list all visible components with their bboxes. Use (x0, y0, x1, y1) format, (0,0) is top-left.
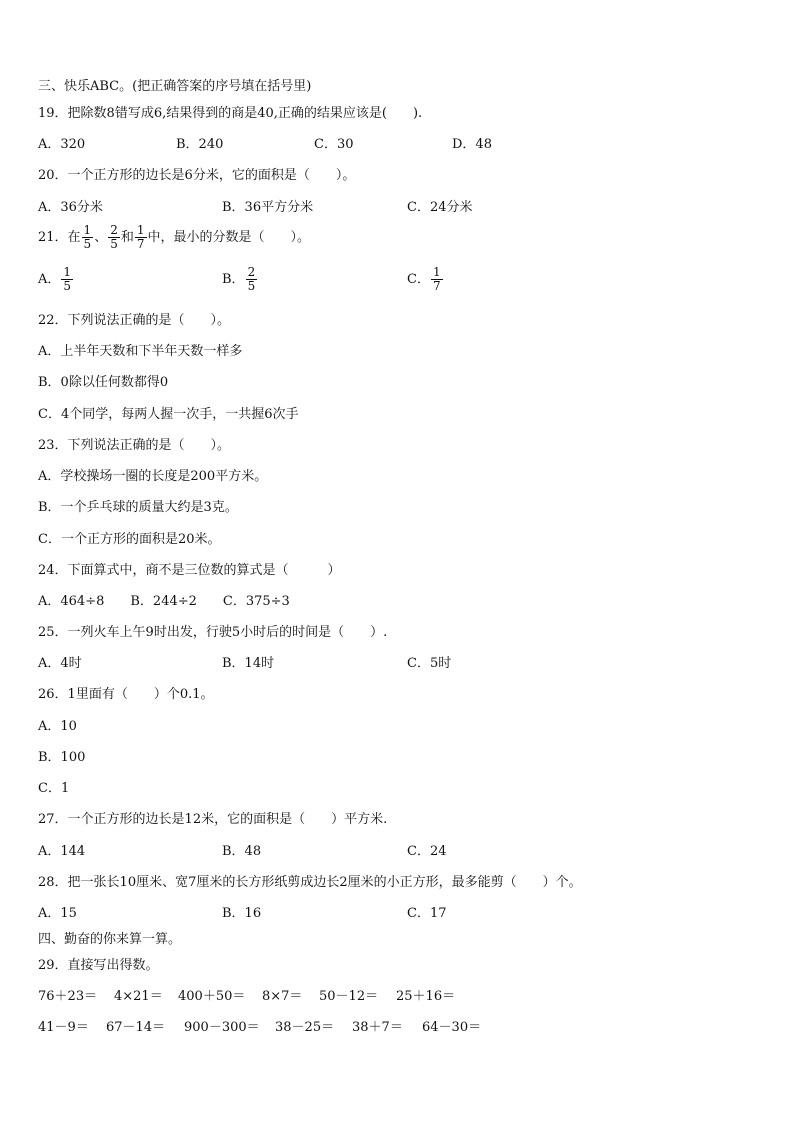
question-21 (38, 224, 310, 251)
q21-sep2: 和 (120, 230, 134, 245)
q22-option-b[interactable]: B．0除以任何数都得0 (38, 375, 169, 390)
q21-option-b-fraction: $\frac{2}{5}$ (247, 265, 256, 293)
calc-item: 76＋23＝ (38, 989, 98, 1004)
q19-option-d[interactable]: D．48 (452, 137, 492, 152)
q20-option-c[interactable]: C．24分米 (407, 200, 473, 215)
q21-option-a-label: A． (38, 272, 61, 287)
question-22: 22．下列说法正确的是（ ）。 (38, 313, 231, 328)
question-24: 24．下面算式中，商不是三位数的算式是（ ） (38, 563, 341, 578)
q21-option-b[interactable] (222, 266, 258, 293)
q22-option-c[interactable]: C．4个同学，每两人握一次手，一共握6次手 (38, 407, 299, 422)
question-29: 29．直接写出得数。 (38, 958, 159, 973)
q20-option-a[interactable]: A．36分米 (38, 200, 103, 215)
q26-option-b[interactable]: B．100 (38, 750, 86, 765)
q21-option-c-fraction: $\frac{1}{7}$ (432, 265, 441, 293)
q21-option-a-fraction: $\frac{1}{5}$ (63, 265, 72, 293)
q28-option-a[interactable]: A．15 (38, 906, 77, 921)
q24-options[interactable]: A．464÷8 B．244÷2 C．375÷3 (38, 594, 290, 609)
calc-item: 41－9＝ (38, 1020, 89, 1035)
q21-fraction-2: $\frac{2}{5}$ (110, 223, 118, 251)
q21-pre: 21．在 (38, 230, 81, 245)
calc-item: 38＋7＝ (352, 1020, 403, 1035)
q23-option-b[interactable]: B．一个乒乓球的质量大约是3克。 (38, 500, 238, 515)
q21-fraction-3: $\frac{1}{7}$ (136, 223, 145, 251)
q23-option-a[interactable]: A．学校操场一圈的长度是200平方米。 (38, 469, 268, 484)
question-20: 20．一个正方形的边长是6分米，它的面积是（ ）。 (38, 168, 356, 183)
section-4-title: 四、勤奋的你来算一算。 (38, 932, 182, 947)
q21-option-c[interactable] (407, 266, 444, 293)
question-19: 19．把除数8错写成6,结果得到的商是40,正确的结果应该是( ). (38, 106, 423, 121)
q26-option-a[interactable]: A．10 (38, 719, 77, 734)
q27-option-a[interactable]: A．144 (38, 844, 86, 859)
q25-option-c[interactable]: C．5时 (407, 656, 452, 671)
q21-post: 中，最小的分数是（ ）。 (147, 230, 311, 245)
question-26: 26．1里面有（ ）个0.1。 (38, 687, 214, 702)
q22-option-a[interactable]: A．上半年天数和下半年天数一样多 (38, 344, 243, 359)
q21-option-a[interactable] (38, 266, 74, 293)
q28-option-b[interactable]: B．16 (222, 906, 262, 921)
calc-item: 400＋50＝ (178, 989, 246, 1004)
question-27: 27．一个正方形的边长是12米，它的面积是（ ）平方米. (38, 812, 388, 827)
question-23: 23．下列说法正确的是（ ）。 (38, 438, 231, 453)
calc-item: 4×21＝ (114, 989, 163, 1004)
q21-sep1: 、 (94, 230, 108, 245)
q26-option-c[interactable]: C．1 (38, 781, 70, 796)
q19-option-a[interactable]: A．320 (38, 137, 86, 152)
calc-item: 67－14＝ (106, 1020, 166, 1035)
q25-option-b[interactable]: B．14时 (222, 656, 275, 671)
q19-option-c[interactable]: C．30 (314, 137, 354, 152)
q21-option-c-label: C． (407, 272, 430, 287)
q19-option-b[interactable]: B．240 (176, 137, 224, 152)
question-28: 28．把一张长10厘米、宽7厘米的长方形纸剪成边长2厘米的小正方形，最多能剪（ ）个。 (38, 875, 582, 890)
q25-option-a[interactable]: A．4时 (38, 656, 82, 671)
question-25: 25．一列火车上午9时出发，行驶5小时后的时间是（ ）. (38, 625, 388, 640)
calc-item: 38－25＝ (275, 1020, 335, 1035)
calc-item: 25＋16＝ (396, 989, 456, 1004)
q27-option-b[interactable]: B．48 (222, 844, 262, 859)
q21-fraction-1: $\frac{1}{5}$ (83, 223, 92, 251)
section-3-title: 三、快乐ABC。(把正确答案的序号填在括号里) (38, 79, 312, 94)
calc-item: 8×7＝ (262, 989, 303, 1004)
calc-item: 50－12＝ (319, 989, 379, 1004)
q28-option-c[interactable]: C．17 (407, 906, 447, 921)
q27-option-c[interactable]: C．24 (407, 844, 447, 859)
q20-option-b[interactable]: B．36平方分米 (222, 200, 314, 215)
calc-item: 900－300＝ (184, 1020, 260, 1035)
q23-option-c[interactable]: C．一个正方形的面积是20米。 (38, 532, 221, 547)
q21-option-b-label: B． (222, 272, 245, 287)
calc-item: 64－30＝ (422, 1020, 482, 1035)
